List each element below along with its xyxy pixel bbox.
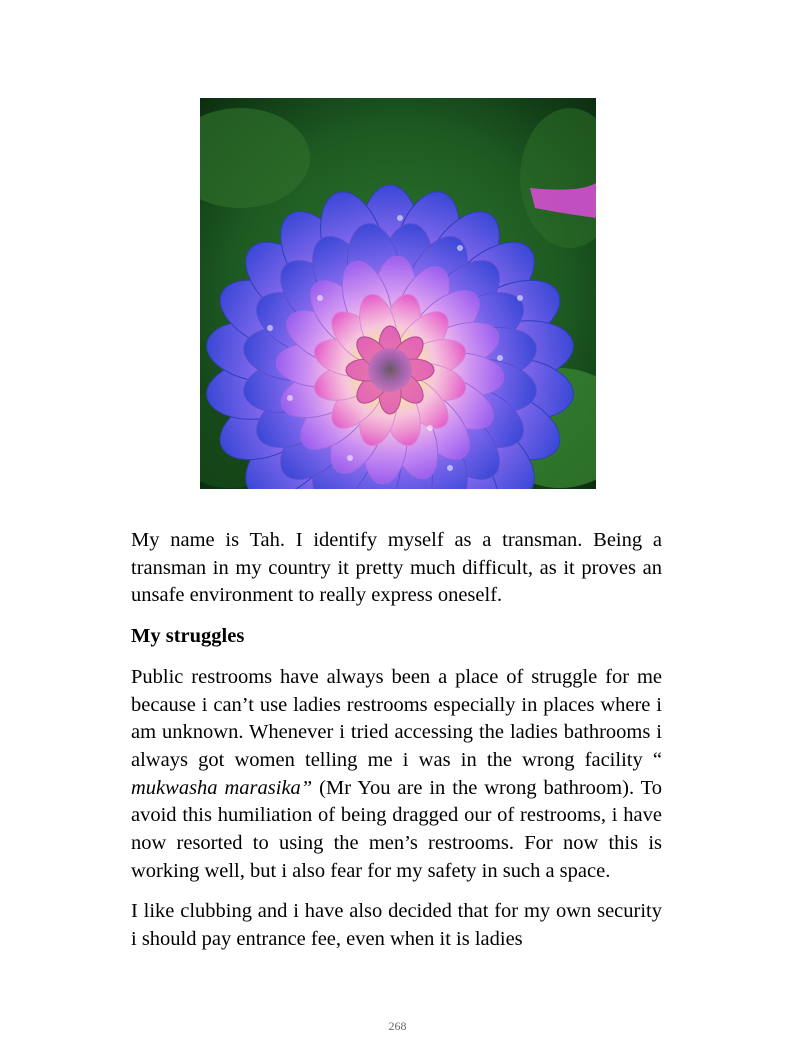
water-droplet bbox=[397, 215, 403, 221]
section-heading: My struggles bbox=[131, 625, 245, 648]
water-droplet bbox=[317, 295, 323, 301]
water-droplet bbox=[517, 295, 523, 301]
dahlia-photo bbox=[200, 98, 596, 489]
water-droplet bbox=[447, 465, 453, 471]
water-droplet bbox=[267, 325, 273, 331]
water-droplet bbox=[497, 355, 503, 361]
struggle-text-after: (Mr You are in the wrong bathroom). To avoid this humiliation of being dragged our of restrooms, i have now resorted to using the men’s restrooms. For now this is working well, but i also fear for my safety in such a space. bbox=[131, 776, 662, 882]
shona-term: mukwasha marasika” bbox=[131, 776, 313, 799]
clubbing-paragraph: I like clubbing and i have also decided that for my own security i should pay entrance fee, even when it is ladies bbox=[131, 900, 662, 951]
struggle-text-before: Public restrooms have always been a place of struggle for me because i can’t use ladies restrooms especially in places where i am unknown. Whenever i tried accessing the ladies bathrooms i always got women telling me i was in the wrong facility “ bbox=[131, 665, 662, 771]
water-droplet bbox=[287, 395, 293, 401]
intro-paragraph: My name is Tah. I identify myself as a transman. Being a transman in my country it pretty much difficult, as it proves an unsafe environment to really express oneself. bbox=[131, 529, 662, 607]
dahlia-illustration bbox=[200, 98, 596, 489]
water-droplet bbox=[457, 245, 463, 251]
page-content bbox=[131, 527, 662, 967]
struggle-paragraph bbox=[131, 664, 662, 886]
water-droplet bbox=[347, 455, 353, 461]
page-number: 268 bbox=[388, 1019, 407, 1033]
